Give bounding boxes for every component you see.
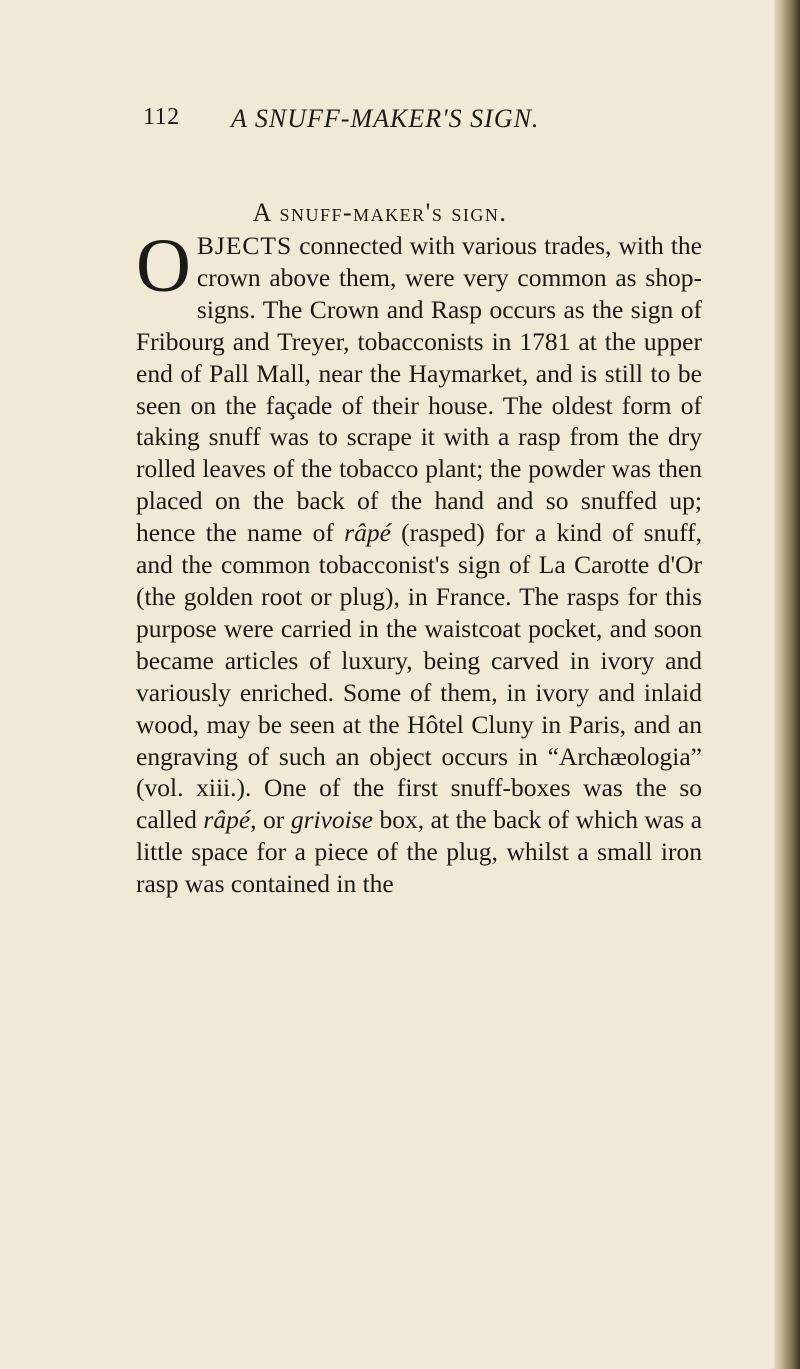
italic-term: râpé <box>203 805 251 835</box>
drop-cap: O <box>136 224 191 308</box>
page-number: 112 <box>143 104 180 130</box>
chapter-heading: A snuff-maker's sign. <box>252 198 508 227</box>
body-text-segment: (rasped) for a kind of snuff, and the common tobacconist's sign of La Carotte d'Or (the golden root or plug), in France. The rasps for this purpose were carried in the waistcoat pocket, and soon became articles of luxury, being carved in ivory and variously enriched. Some of them, in ivory and inlaid wood, may be seen at the Hôtel Cluny in Paris, and an engraving of such an object occurs in “Archæologia” (vol. xiii.). One of the first snuff-boxes was the so called <box>136 518 703 835</box>
running-title: A SNUFF-MAKER'S SIGN. <box>231 104 540 133</box>
italic-term: râpé <box>344 518 391 548</box>
body-text-segment: box, at the back of which was a little space for a piece of the plug, whilst a small iron rasp was contained in the <box>136 805 703 899</box>
first-word: BJECTS <box>196 231 293 260</box>
italic-term: grivoise <box>290 805 373 835</box>
body-paragraph <box>136 224 703 900</box>
body-text-segment: , or <box>250 805 291 835</box>
running-head <box>143 104 703 144</box>
body-text-segment: connected with various trades, with the crown above them, were very common as shop-signs. The Crown and Rasp occurs as the sign of Fribourg and Treyer, tobacconists in 1781 at the upper end of Pall Mall, near the Haymarket, and is still to be seen on the façade of their house. The oldest form of taking snuff was to scrape it with a rasp from the dry rolled leaves of the tobacco plant; the powder was then placed on the back of the hand and so snuffed up; hence the name of <box>136 231 702 548</box>
